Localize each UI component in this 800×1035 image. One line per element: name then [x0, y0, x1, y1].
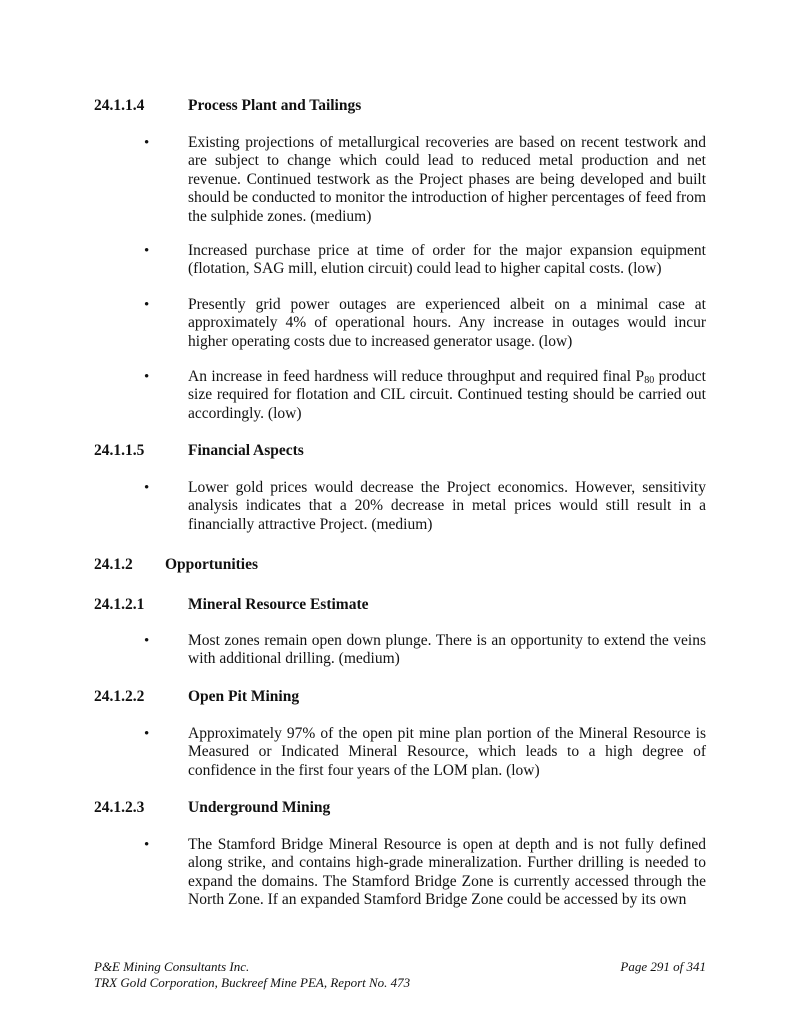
bullet-text-part: An increase in feed hardness will reduce throughput and required final P: [188, 368, 645, 385]
page-footer: [94, 959, 706, 991]
bullet-marker: •: [144, 480, 150, 496]
section-title: Mineral Resource Estimate: [188, 596, 369, 613]
section-heading: [94, 556, 258, 574]
section-title: Process Plant and Tailings: [188, 97, 362, 114]
bullet-text: The Stamford Bridge Mineral Resource is open at depth and is not fully defined along strike, and contains high-grade mineralization. Further drilling is needed to expand the domains. The Stamford Bridge Zone is currently accessed through the North Zone. If an expanded Stamford Bridge Zone could be accessed by its own: [188, 836, 706, 909]
bullet-marker: •: [144, 369, 150, 385]
bullet-text: [188, 368, 706, 423]
section-heading: [94, 442, 304, 460]
bullet-marker: •: [144, 726, 150, 742]
section-number: 24.1.2.3: [94, 799, 145, 816]
bullet-marker: •: [144, 243, 150, 259]
bullet-text: Presently grid power outages are experienced albeit on a minimal case at approximately 4% of operational hours. Any increase in outages would incur higher operating costs due to increased generator usage. (low): [188, 296, 706, 350]
section-title: Open Pit Mining: [188, 688, 300, 705]
bullet-marker: •: [144, 837, 150, 853]
section-number: 24.1.1.4: [94, 97, 145, 114]
section-heading: [94, 596, 369, 614]
section-heading: [94, 688, 299, 706]
section-heading: [94, 799, 330, 817]
footer-company: P&E Mining Consultants Inc.: [94, 959, 250, 974]
bullet-text: Increased purchase price at time of order for the major expansion equipment (flotation, SAG mill, elution circuit) could lead to higher capital costs. (low): [188, 242, 706, 278]
section-title: Financial Aspects: [188, 442, 304, 459]
bullet-text: Existing projections of metallurgical recoveries are based on recent testwork and are subject to change which could lead to reduced metal production and net revenue. Continued testwork as the Project phases are being developed and built should be conducted to monitor the introduction of higher percentages of feed from the sulphide zones. (medium): [188, 134, 706, 225]
section-number: 24.1.2.2: [94, 688, 145, 705]
bullet-text: Approximately 97% of the open pit mine plan portion of the Mineral Resource is Measured or Indicated Mineral Resource, which leads to a high degree of confidence in the first four years of the LOM plan. (low): [188, 725, 706, 779]
page-number: Page 291 of 341: [620, 959, 706, 974]
subscript: 80: [644, 375, 655, 386]
bullet-text: Lower gold prices would decrease the Project economics. However, sensitivity analysis indicates that a 20% decrease in metal prices would still result in a financially attractive Project. (medium): [188, 479, 706, 533]
bullet-text: Most zones remain open down plunge. There is an opportunity to extend the veins with additional drilling. (medium): [188, 632, 706, 668]
bullet-marker: •: [144, 135, 150, 151]
section-number: 24.1.2.1: [94, 596, 145, 613]
section-number: 24.1.2: [94, 556, 133, 573]
bullet-marker: •: [144, 297, 150, 313]
bullet-marker: •: [144, 633, 150, 649]
section-title: Opportunities: [165, 556, 259, 573]
bullet-text-part: product size required for flotation and CIL circuit. Continued testing should be carried out accordingly. (low): [188, 368, 706, 422]
section-title: Underground Mining: [188, 799, 331, 816]
section-number: 24.1.1.5: [94, 442, 145, 459]
section-heading: [94, 97, 361, 115]
footer-report: TRX Gold Corporation, Buckreef Mine PEA, Report No. 473: [94, 975, 411, 990]
